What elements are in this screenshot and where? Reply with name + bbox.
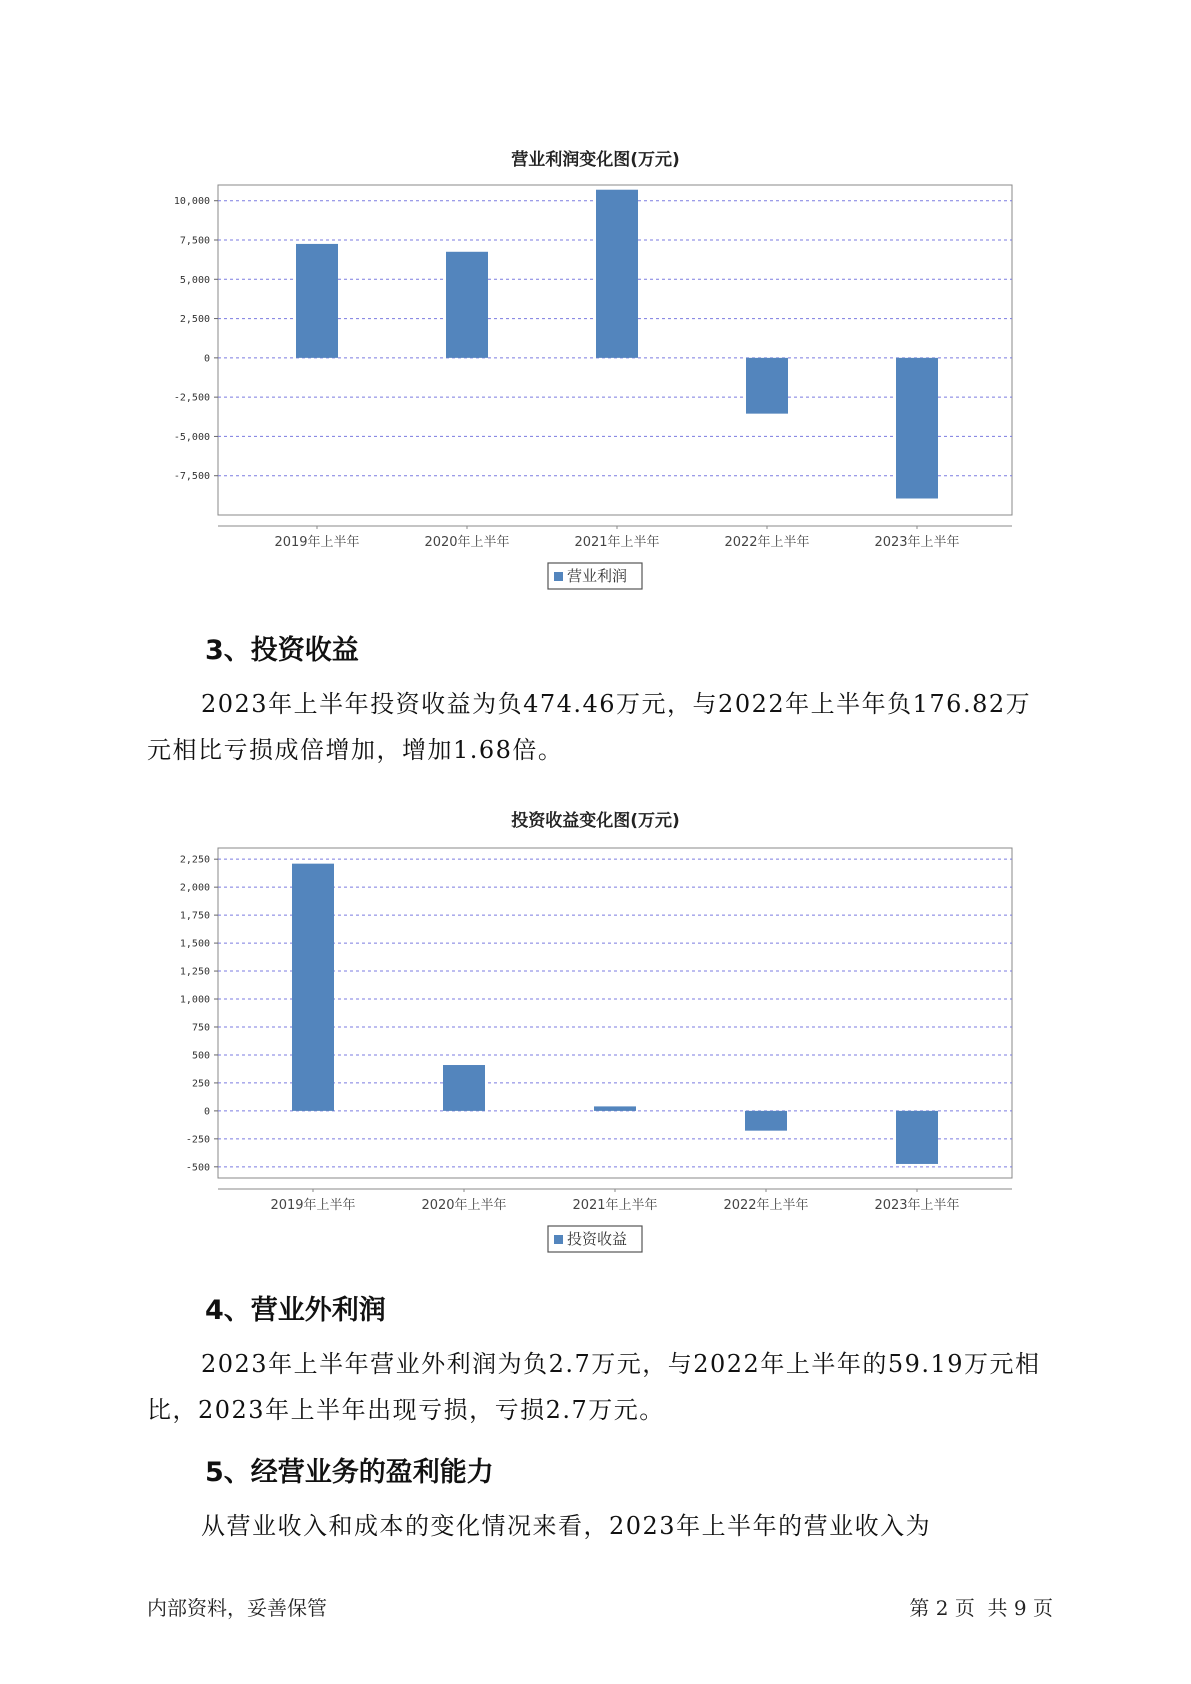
y-tick-label: 10,000 — [173, 196, 210, 208]
bar-2020年上半年 — [446, 252, 488, 358]
y-tick-label: 5,000 — [179, 274, 210, 286]
plot-area — [218, 848, 1012, 1178]
x-tick-label: 2022年上半年 — [724, 535, 810, 550]
y-tick-label: -5,000 — [173, 431, 210, 443]
y-tick-label: -500 — [185, 1162, 210, 1174]
y-tick-label: 0 — [203, 353, 210, 365]
y-tick-label: 250 — [191, 1078, 210, 1090]
chart1-title: 营业利润变化图(万元) — [511, 150, 680, 170]
bar-2023年上半年 — [896, 1111, 938, 1164]
bar-2022年上半年 — [746, 358, 788, 414]
operating-profit-chart — [0, 175, 1191, 595]
y-tick-label: 500 — [191, 1050, 210, 1062]
investment-income-chart — [0, 838, 1191, 1258]
legend-swatch — [554, 572, 563, 581]
x-tick-label: 2021年上半年 — [572, 1198, 658, 1213]
y-tick-label: 750 — [191, 1022, 210, 1034]
x-tick-label: 2019年上半年 — [270, 1198, 356, 1213]
y-tick-label: 2,500 — [179, 314, 210, 326]
bar-2021年上半年 — [596, 190, 638, 358]
y-tick-label: 1,750 — [179, 910, 210, 922]
legend-swatch — [554, 1235, 563, 1244]
y-tick-label: 0 — [203, 1106, 210, 1118]
y-tick-label: 2,000 — [179, 882, 210, 894]
bar-2019年上半年 — [296, 244, 338, 358]
footer-left: 内部资料，妥善保管 — [147, 1596, 327, 1620]
y-tick-label: 1,250 — [179, 966, 210, 978]
x-tick-label: 2020年上半年 — [421, 1198, 507, 1213]
legend-label: 投资收益 — [567, 1230, 628, 1248]
bar-2020年上半年 — [443, 1065, 485, 1111]
section-3-paragraph: 2023年上半年投资收益为负474.46万元，与2022年上半年负176.82万元相比亏损成倍增加，增加1.68倍。 — [147, 690, 1032, 764]
section-5-heading: 5、经营业务的盈利能力 — [205, 1457, 494, 1488]
footer-page-number: 第 2 页 共 9 页 — [909, 1596, 1053, 1620]
legend-label: 营业利润 — [567, 567, 628, 585]
bar-2021年上半年 — [594, 1106, 636, 1110]
chart2-title: 投资收益变化图(万元) — [511, 811, 680, 831]
section-4-heading: 4、营业外利润 — [205, 1295, 386, 1326]
y-tick-label: 1,000 — [179, 994, 210, 1006]
section-5-paragraph: 从营业收入和成本的变化情况来看，2023年上半年的营业收入为 — [201, 1512, 932, 1540]
y-tick-label: -250 — [185, 1134, 210, 1146]
section-4-paragraph: 2023年上半年营业外利润为负2.7万元，与2022年上半年的59.19万元相比，2023年上半年出现亏损，亏损2.7万元。 — [147, 1350, 1041, 1424]
x-tick-label: 2023年上半年 — [874, 535, 960, 550]
y-tick-label: 1,500 — [179, 938, 210, 950]
bar-2023年上半年 — [896, 358, 938, 499]
x-tick-label: 2022年上半年 — [723, 1198, 809, 1213]
bar-2022年上半年 — [745, 1111, 787, 1131]
x-tick-label: 2020年上半年 — [424, 535, 510, 550]
x-tick-label: 2023年上半年 — [874, 1198, 960, 1213]
y-tick-label: 7,500 — [179, 235, 210, 247]
y-tick-label: -2,500 — [173, 392, 210, 404]
x-tick-label: 2019年上半年 — [274, 535, 360, 550]
section-3-heading: 3、投资收益 — [205, 635, 359, 666]
y-tick-label: 2,250 — [179, 854, 210, 866]
bar-2019年上半年 — [292, 864, 334, 1111]
y-tick-label: -7,500 — [173, 471, 210, 483]
x-tick-label: 2021年上半年 — [574, 535, 660, 550]
